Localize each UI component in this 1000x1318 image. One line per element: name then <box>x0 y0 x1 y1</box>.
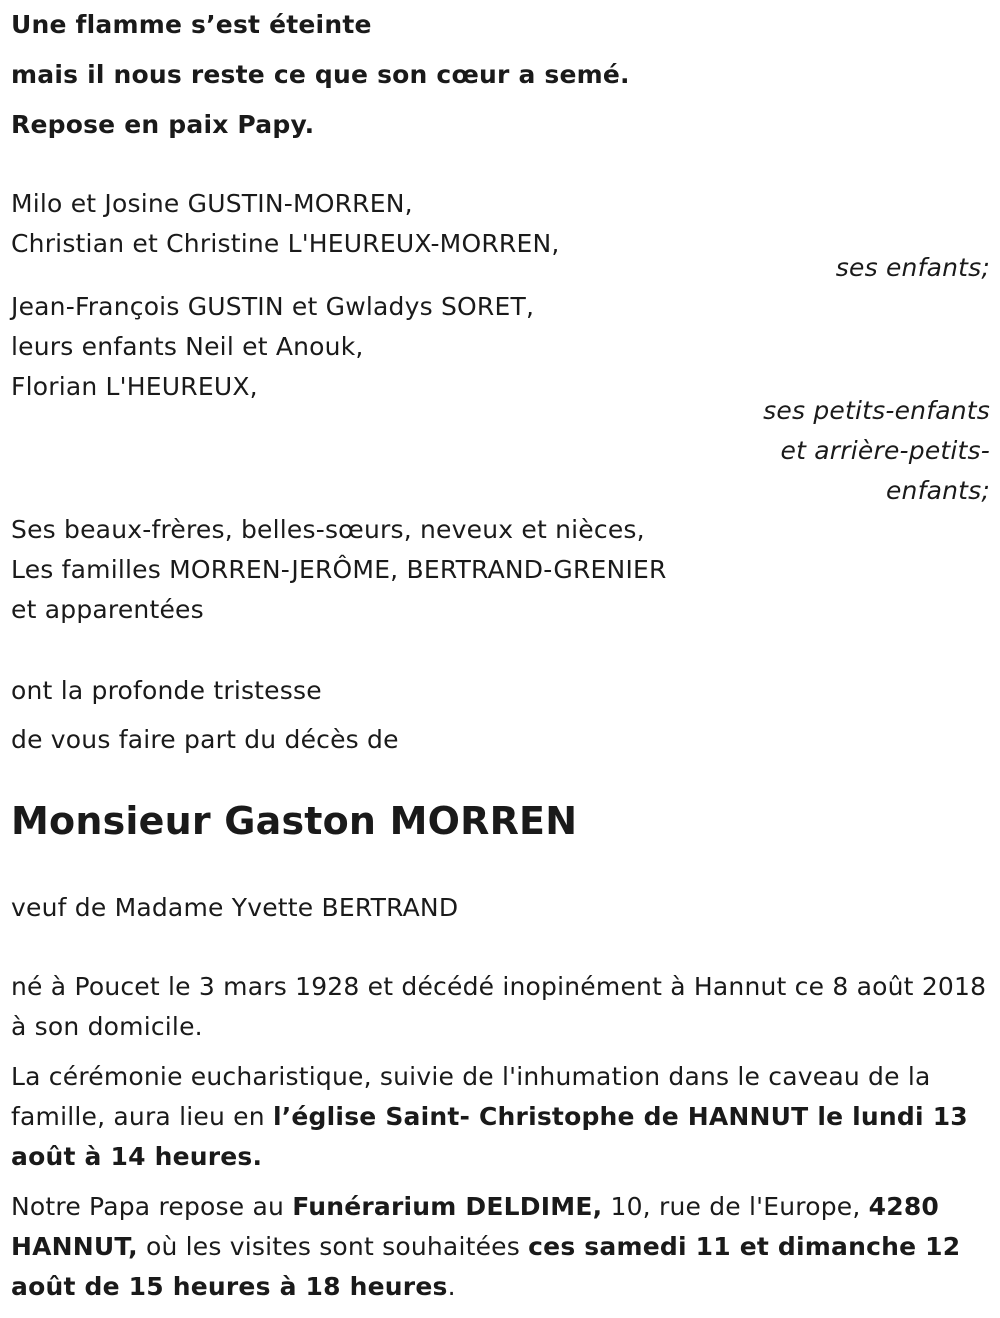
deceased-name: Monsieur Gaston MORREN <box>11 799 578 843</box>
children-line-1: Milo et Josine GUSTIN-MORREN, <box>11 189 413 218</box>
children-line-2: Christian et Christine L'HEUREUX-MORREN, <box>11 229 560 258</box>
rest-city: 4280 HANNUT, <box>11 1192 940 1261</box>
widower-line: veuf de Madame Yvette BERTRAND <box>11 893 459 922</box>
grandchildren-role-1: ses petits-enfants <box>763 396 990 425</box>
grandchildren-line-3: Florian L'HEUREUX, <box>11 372 258 401</box>
birth-death-paragraph: né à Poucet le 3 mars 1928 et décédé inopinément à Hannut ce 8 août 2018 à son domicile. <box>11 972 987 1041</box>
rest-intro: Notre Papa repose au <box>11 1192 293 1221</box>
funeral-home: Funérarium DELDIME, <box>292 1192 603 1221</box>
grandchildren-role-3: enfants; <box>885 476 990 505</box>
rest-paragraph <box>11 1187 991 1307</box>
grandchildren-role-2: et arrière-petits- <box>780 436 990 465</box>
rest-street: 10, rue de l'Europe, <box>602 1192 869 1221</box>
relatives-line-1: Ses beaux-frères, belles-sœurs, neveux et nièces, <box>11 515 645 544</box>
intro-line-1: Une flamme s’est éteinte <box>11 10 372 39</box>
ceremony-paragraph <box>11 1057 991 1177</box>
visit-times: ces samedi 11 et dimanche 12 août de 15 heures à 18 heures <box>11 1232 961 1301</box>
intro-line-2: mais il nous reste ce que son cœur a semé. <box>11 60 630 89</box>
relatives-line-3: et apparentées <box>11 595 204 624</box>
relatives-line-2: Les familles MORREN-JERÔME, BERTRAND-GRENIER <box>11 555 667 584</box>
children-role: ses enfants; <box>835 253 990 282</box>
grandchildren-line-1: Jean-François GUSTIN et Gwladys SORET, <box>11 292 535 321</box>
grandchildren-line-2: leurs enfants Neil et Anouk, <box>11 332 364 361</box>
rest-end: . <box>447 1272 456 1301</box>
announcement-line-1: ont la profonde tristesse <box>11 676 322 705</box>
ceremony-location: l’église Saint- Christophe de HANNUT le lundi 13 août à 14 heures. <box>11 1102 968 1171</box>
intro-line-3: Repose en paix Papy. <box>11 110 315 139</box>
ceremony-intro: La cérémonie eucharistique, suivie de l'inhumation dans le caveau de la famille, aura lieu en <box>11 1062 931 1131</box>
announcement-line-2: de vous faire part du décès de <box>11 725 399 754</box>
rest-visits: où les visites sont souhaitées <box>137 1232 529 1261</box>
